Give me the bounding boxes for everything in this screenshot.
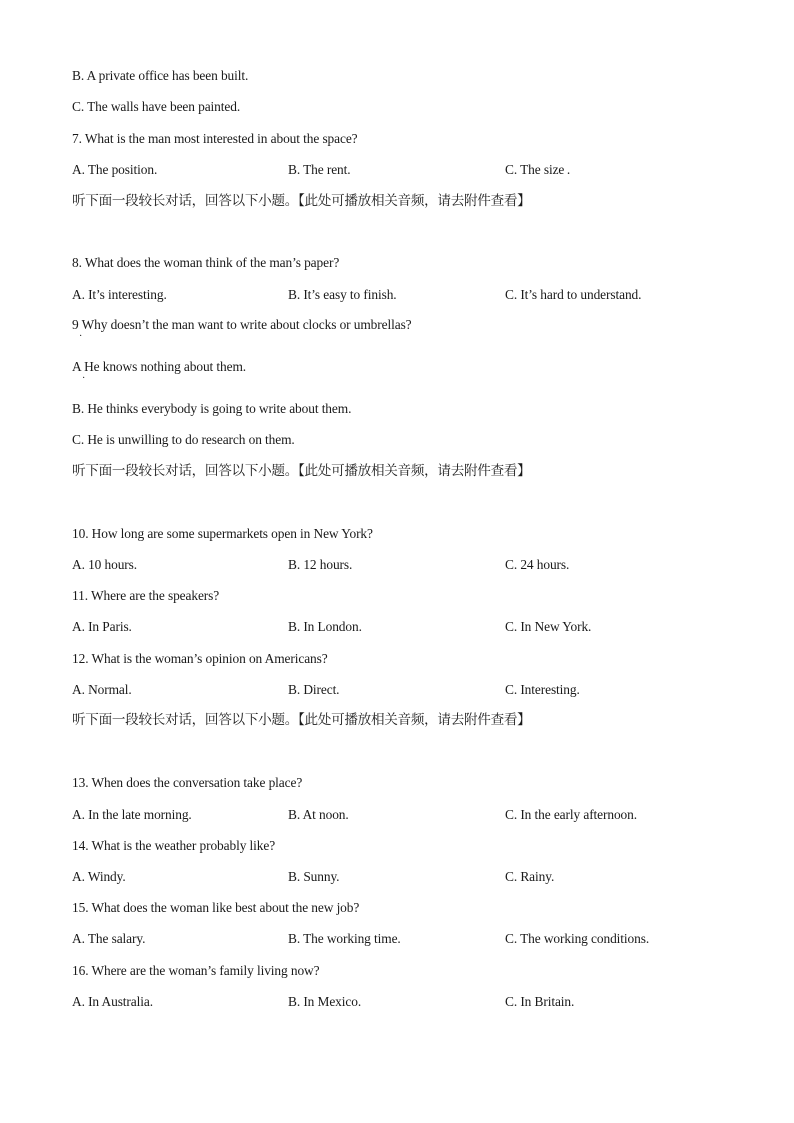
q15-option-b: B. The working time. xyxy=(288,931,401,946)
question-9: 9 Why doesn’t the man want to write about clocks or umbrellas? xyxy=(72,317,412,332)
q6-option-b: B. A private office has been built. xyxy=(72,68,249,83)
question-7-options xyxy=(72,162,752,178)
q8-option-a: A. It’s interesting. xyxy=(72,287,167,302)
q14-option-b: B. Sunny. xyxy=(288,869,340,884)
q7-option-c: C. The size . xyxy=(505,162,571,177)
question-11-options xyxy=(72,619,752,635)
q8-option-c: C. It’s hard to understand. xyxy=(505,287,642,302)
listening-instruction: 听下面一段较长对话，回答以下小题。【此处可播放相关音频，请去附件查看】 xyxy=(72,193,531,209)
q10-option-b: B. 12 hours. xyxy=(288,557,353,572)
question-12: 12. What is the woman’s opinion on Americans? xyxy=(72,651,328,666)
q13-option-b: B. At noon. xyxy=(288,807,349,822)
q9-option-a: A He knows nothing about them. xyxy=(72,359,247,374)
q12-option-c: C. Interesting. xyxy=(505,682,580,697)
question-10: 10. How long are some supermarkets open in New York? xyxy=(72,526,373,541)
q11-option-b: B. In London. xyxy=(288,619,362,634)
stray-dot-mark: · xyxy=(82,373,86,384)
question-11: 11. Where are the speakers? xyxy=(72,588,220,603)
q16-option-b: B. In Mexico. xyxy=(288,994,362,1009)
q11-option-c: C. In New York. xyxy=(505,619,592,634)
listening-instruction: 听下面一段较长对话，回答以下小题。【此处可播放相关音频，请去附件查看】 xyxy=(72,712,531,728)
q16-option-a: A. In Australia. xyxy=(72,994,153,1009)
listening-instruction: 听下面一段较长对话，回答以下小题。【此处可播放相关音频，请去附件查看】 xyxy=(72,463,531,479)
q16-option-c: C. In Britain. xyxy=(505,994,575,1009)
question-10-options xyxy=(72,557,752,573)
q7-option-a: A. The position. xyxy=(72,162,158,177)
q9-option-b: B. He thinks everybody is going to write about them. xyxy=(72,401,352,416)
stray-dot-mark: · xyxy=(79,331,83,342)
q12-option-a: A. Normal. xyxy=(72,682,132,697)
question-8: 8. What does the woman think of the man’s paper? xyxy=(72,255,340,270)
question-14-options xyxy=(72,869,752,885)
q15-option-a: A. The salary. xyxy=(72,931,146,946)
q9-option-c: C. He is unwilling to do research on them. xyxy=(72,432,295,447)
question-16: 16. Where are the woman’s family living now? xyxy=(72,963,320,978)
q14-option-c: C. Rainy. xyxy=(505,869,555,884)
question-8-options xyxy=(72,287,752,303)
question-12-options xyxy=(72,682,752,698)
q10-option-c: C. 24 hours. xyxy=(505,557,570,572)
question-15-options xyxy=(72,931,752,947)
question-7: 7. What is the man most interested in about the space? xyxy=(72,131,358,146)
q7-option-b: B. The rent. xyxy=(288,162,351,177)
question-16-options xyxy=(72,994,752,1010)
question-15: 15. What does the woman like best about the new job? xyxy=(72,900,360,915)
q13-option-a: A. In the late morning. xyxy=(72,807,192,822)
q6-option-c: C. The walls have been painted. xyxy=(72,99,241,114)
q15-option-c: C. The working conditions. xyxy=(505,931,650,946)
q10-option-a: A. 10 hours. xyxy=(72,557,138,572)
question-14: 14. What is the weather probably like? xyxy=(72,838,276,853)
q11-option-a: A. In Paris. xyxy=(72,619,132,634)
question-13-options xyxy=(72,807,752,823)
q12-option-b: B. Direct. xyxy=(288,682,340,697)
q13-option-c: C. In the early afternoon. xyxy=(505,807,637,822)
question-13: 13. When does the conversation take place? xyxy=(72,775,303,790)
q8-option-b: B. It’s easy to finish. xyxy=(288,287,397,302)
q14-option-a: A. Windy. xyxy=(72,869,126,884)
